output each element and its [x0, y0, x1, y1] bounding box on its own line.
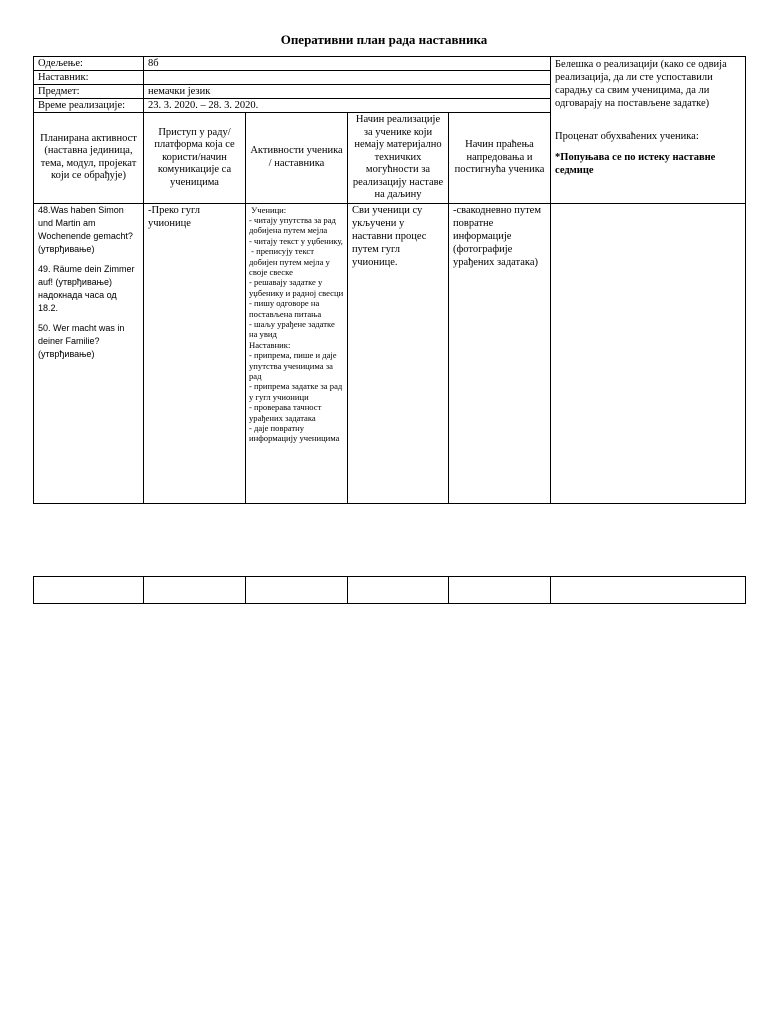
activity-line: Ученици:: [249, 204, 287, 215]
platform-cell: -Преко гугл учионице: [144, 203, 246, 503]
activity-line: - шаљу урађене задатке на увид: [249, 318, 337, 340]
empty-cell: [34, 577, 144, 604]
note-text-3: *Попуњава се по истеку наставне седмице: [555, 152, 716, 176]
empty-cell: [449, 577, 551, 604]
predmet-value: немачки језик: [144, 85, 551, 99]
empty-cell: [246, 577, 348, 604]
header-planned: Планирана активност (наставна јединица, тема, модул, пројекат који се обрађује): [34, 113, 144, 204]
note-cell: [551, 57, 746, 204]
empty-row: [34, 577, 746, 604]
page-title: Оперативни план рада наставника: [280, 32, 488, 47]
planned-item: 49. Räume dein Zimmer auf! (утврђивање) надокнада часа од 18.2.: [38, 263, 135, 313]
activity-line: - пишу одговоре на постављена питања: [249, 298, 322, 319]
activities-cell: [246, 203, 348, 503]
activity-line: - преписују текст добијен путем мејла у своје свеске: [249, 246, 332, 277]
note-value-cell: [551, 203, 746, 503]
nastavnik-value: [144, 71, 551, 85]
predmet-label: Предмет:: [34, 85, 144, 99]
activity-line: - припрема задатке за рад у гугл учионици: [249, 381, 345, 402]
note-text-1: Белешка о реализацији (како се одвија реализација, да ли сте успоставили сарадњу са свим ученицима, да ли одговарају на постављене задатке): [555, 59, 727, 109]
header-realization: Начин реализације за ученике који немају материјално техничких могућности за реализацију наставе на даљину: [348, 113, 449, 204]
vreme-value: 23. 3. 2020. – 28. 3. 2020.: [144, 99, 551, 113]
activity-line: - проверава тачност урађених задатака: [249, 402, 324, 423]
planned-item: 50. Wer macht was in deiner Familie? (утврђивање): [38, 322, 125, 359]
odeljenje-label: Одељење:: [34, 57, 144, 71]
activity-line: - припрема, пише и даје упутства ученицима за рад: [249, 350, 339, 381]
activity-line: - решавају задатке у уџбенику и радној свесци: [249, 277, 344, 298]
activity-line: - читају упутства за рад добијена путем мејла: [249, 214, 338, 236]
row-odeljenje: [34, 57, 746, 71]
empty-cell: [551, 577, 746, 604]
activity-line: - даје повратну информацију ученицима: [249, 423, 340, 444]
header-tracking: Начин праћења напредовања и постигнућа ученика: [449, 113, 551, 204]
activity-line: - читају текст у уџбенику,: [249, 235, 343, 246]
vreme-label: Време реализације:: [34, 99, 144, 113]
header-activities: Активности ученика / наставника: [246, 113, 348, 204]
planned-cell: [34, 203, 144, 503]
plan-table: [33, 56, 746, 504]
realization-cell: Сви ученици су укључени у наставни процес путем гугл учионице.: [348, 203, 449, 503]
note-text-2: Проценат обухваћених ученика:: [555, 131, 699, 142]
empty-cell: [348, 577, 449, 604]
tracking-cell: -свакодневно путем повратне информације (фотографије урађених задатака): [449, 203, 551, 503]
nastavnik-label: Наставник:: [34, 71, 144, 85]
empty-cell: [144, 577, 246, 604]
content-row: [34, 203, 746, 503]
activity-line: Наставник:: [249, 339, 291, 350]
header-platform: Приступ у раду/платформа која се користи/начин комуникације са ученицима: [144, 113, 246, 204]
odeljenje-value: 8б: [144, 57, 551, 71]
planned-item: 48.Was haben Simon und Martin am Wochenende gemacht? (утврђивање): [38, 204, 133, 254]
empty-table: [33, 576, 746, 604]
